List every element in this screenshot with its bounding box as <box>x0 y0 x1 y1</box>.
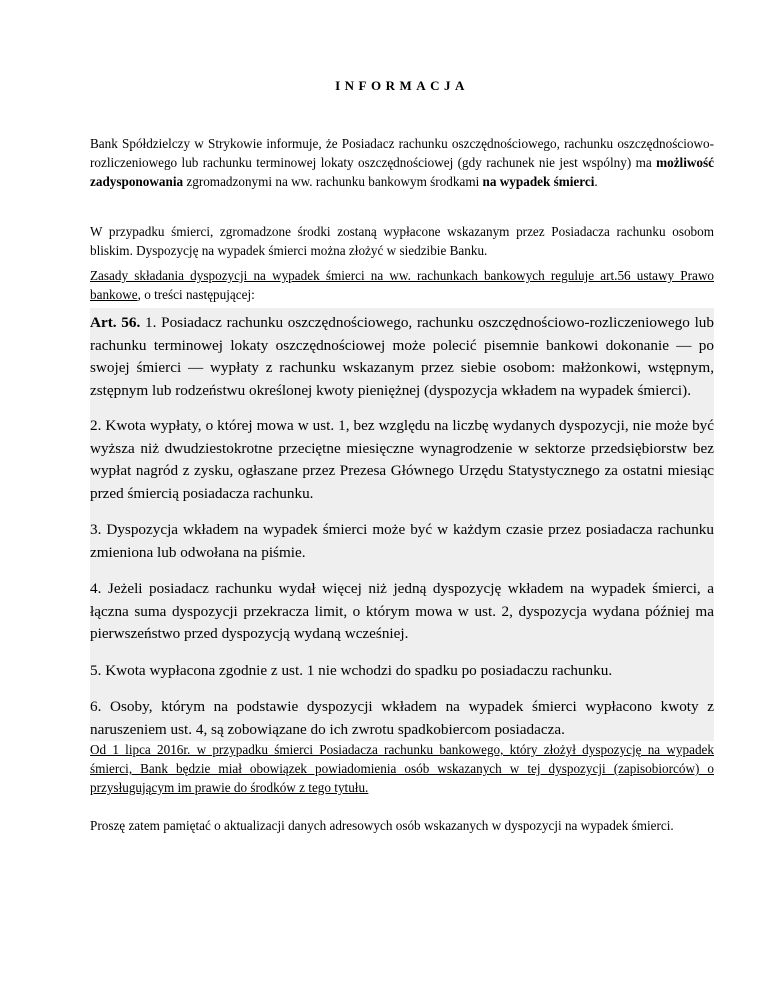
article-paragraph-1 <box>90 308 714 402</box>
rules-rest-text: , o treści następującej: <box>137 287 255 302</box>
intro-text-3: . <box>594 174 598 189</box>
intro-paragraph <box>90 134 714 191</box>
article-paragraph-4: 4. Jeżeli posiadacz rachunku wydał więcej niż jedną dyspozycję wkładem na wypadek śmierci, a łączna suma dyspozycji przekracza limit, o którym mowa w ust. 2, dyspozycja wydana później ma pierwszeństwo przed dyspozycją wydaną wcześniej. <box>90 580 714 642</box>
article-text-1: 1. Posiadacz rachunku oszczędnościowego, rachunku oszczędnościowo-rozliczeniowego lub rachunku terminowej lokaty oszczędnościowej może polecić pisemnie bankowi dokonanie — po swojej śmierci — wypłaty z rachunku wskazanym przez siebie osobom: małżonkowi, wstępnym, zstępnym lub rodzeństwu określonej kwoty pieniężnej (dyspozycja wkładem na wypadek śmierci). <box>90 314 714 399</box>
reminder-paragraph: Proszę zatem pamiętać o aktualizacji danych adresowych osób wskazanych w dyspozycji na wypadek śmierci. <box>90 818 674 833</box>
death-paragraph: W przypadku śmierci, zgromadzone środki zostaną wypłacone wskazanym przez Posiadacza rachunku osobom bliskim. Dyspozycję na wypadek śmierci można złożyć w siedzibie Banku. <box>90 224 714 258</box>
rules-paragraph <box>90 266 714 304</box>
intro-text-1: Bank Spółdzielczy w Strykowie informuje, że Posiadacz rachunku oszczędnościowego, rachunku oszczędnościowo-rozliczeniowego lub rachunku terminowej lokaty oszczędnościowej (gdy rachunek nie jest wspólny) ma <box>90 136 714 170</box>
article-heading: Art. 56. <box>90 314 141 331</box>
article-paragraph-3: 3. Dyspozycja wkładem na wypadek śmierci może być w każdym czasie przez posiadacza rachunku zmieniona lub odwołana na piśmie. <box>90 521 714 561</box>
article-paragraph-6: 6. Osoby, którym na podstawie dyspozycji wkładem na wypadek śmierci wypłacono kwoty z naruszeniem ust. 4, są zobowiązane do ich zwrotu spadkobiercom posiadacza. <box>90 698 714 738</box>
intro-text-2: zgromadzonymi na ww. rachunku bankowym środkami <box>183 174 483 189</box>
article-56-box <box>90 308 714 741</box>
july-2016-notice: Od 1 lipca 2016r. w przypadku śmierci Posiadacza rachunku bankowego, który złożył dyspozycję na wypadek śmierci, Bank będzie miał obowiązek powiadomienia osób wskazanych w tej dyspozycji (zapisobiorców) o przysługującym im prawie do środków z tego tytułu. <box>90 742 714 795</box>
intro-bold-death: na wypadek śmierci <box>482 174 595 189</box>
intro-bold-disposition: możliwość zadysponowania <box>90 155 714 189</box>
document-title: INFORMACJA <box>335 78 469 93</box>
article-paragraph-2: 2. Kwota wypłaty, o której mowa w ust. 1, bez względu na liczbę wydanych dyspozycji, nie może być wyższa niż dwudziestokrotne przeciętne miesięczne wynagrodzenie w sektorze przedsiębiorstw bez wypłat nagród z zysku, ogłaszane przez Prezesa Głównego Urzędu Statystycznego za ostatni miesiąc przed śmiercią posiadacza rachunku. <box>90 417 714 502</box>
rules-underlined-text: Zasady składania dyspozycji na wypadek śmierci na ww. rachunkach bankowych reguluje art.56 ustawy Prawo bankowe <box>90 268 714 302</box>
article-paragraph-5: 5. Kwota wypłacona zgodnie z ust. 1 nie wchodzi do spadku po posiadaczu rachunku. <box>90 661 613 679</box>
